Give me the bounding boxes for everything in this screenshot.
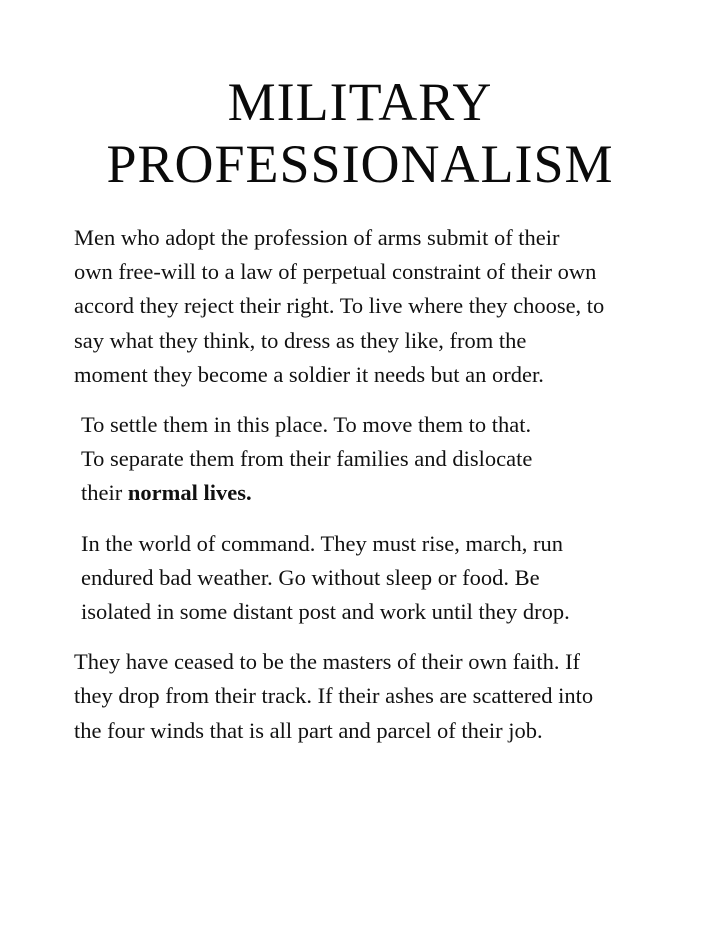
paragraph-4-line-1: They have ceased to be the masters of their own faith. If <box>74 649 581 675</box>
paragraph-4-line-3: the four winds that is all part and parcel of their job. <box>74 717 543 743</box>
paragraph-1-line-4: say what they think, to dress as they like, from the <box>74 327 527 353</box>
title-line-1: MILITARY <box>227 72 493 132</box>
paragraph-2-line-3: their normal lives. <box>81 480 252 506</box>
paragraph-1 <box>74 221 656 392</box>
paragraph-1-line-3: accord they reject their right. To live where they choose, to <box>74 293 605 319</box>
paragraph-1-line-1: Men who adopt the profession of arms submit of their <box>74 225 560 251</box>
document-title <box>0 0 720 195</box>
paragraph-4-line-2: they drop from their track. If their ashes are scattered into <box>74 683 594 709</box>
paragraph-3 <box>74 527 656 630</box>
paragraph-2-bold-fragment: normal lives. <box>127 480 252 506</box>
paragraph-1-line-5: moment they become a soldier it needs but an order. <box>74 361 544 387</box>
paragraph-4 <box>74 645 656 748</box>
paragraph-3-line-1: In the world of command. They must rise, march, run <box>81 530 563 556</box>
paragraph-2-line-1: To settle them in this place. To move them to that. <box>81 412 532 438</box>
paragraph-1-line-2: own free-will to a law of perpetual constraint of their own <box>74 259 597 285</box>
document-body <box>0 221 720 748</box>
paragraph-2 <box>74 408 656 511</box>
paragraph-3-line-3: isolated in some distant post and work until they drop. <box>81 598 570 624</box>
paragraph-2-line-2: To separate them from their families and dislocate <box>81 446 533 472</box>
title-line-2: PROFESSIONALISM <box>106 133 614 194</box>
paragraph-3-line-2: endured bad weather. Go without sleep or food. Be <box>81 564 540 590</box>
